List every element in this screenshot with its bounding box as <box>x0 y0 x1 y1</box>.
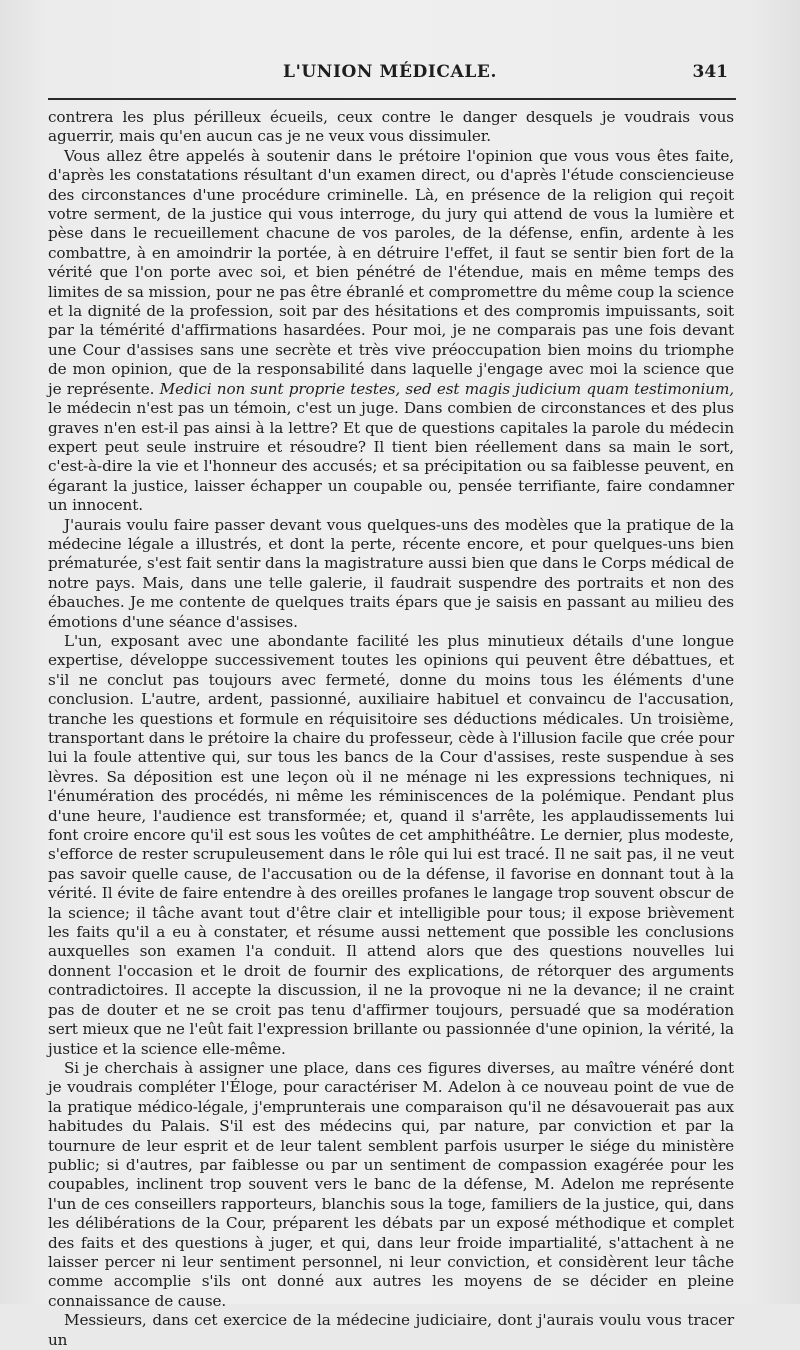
paragraph-3: J'aurais voulu faire passer devant vous quelques-uns des modèles que la pratique de la médecine légale a illustrés, et dont la perte, récente encore, et pour quelques-uns bien prématurée, s'est fait sentir dans la magistrature aussi bien que dans le Corps médical de notre pays. Mais, dans une telle galerie, il faudrait suspendre des portraits et non des ébauches. Je me contente de quelques traits épars que je saisis en passant au milieu des émotions d'une séance d'assises. <box>48 515 734 631</box>
paragraph-5: Si je cherchais à assigner une place, dans ces figures diverses, au maître vénéré dont je voudrais compléter l'Éloge, pour caractériser M. Adelon à ce nouveau point de vue de la pratique médico-légale, j'emprunterais une comparaison qu'il ne désavouerait pas aux habitudes du Palais. S'il est des médecins qui, par nature, par conviction et par la tournure de leur esprit et de leur talent semblent parfois usurper le siége du ministère public; si d'autres, par faiblesse ou par un sentiment de compassion exagérée pour les coupables, inclinent trop souvent vers le banc de la défense, M. Adelon me représente l'un de ces conseillers rapporteurs, blanchis sous la toge, familiers de la justice, qui, dans les délibérations de la Cour, préparent les débats par un exposé méthodique et complet des faits et des questions à juger, et qui, dans leur froide impartialité, s'attachent à ne laisser percer ni leur sentiment personnel, ni leur conviction, et considèrent leur tâche comme accomplie s'ils ont donné aux autres les moyens de se décider en pleine connaissance de cause. <box>48 1058 734 1310</box>
latin-quotation: Medici non sunt proprie testes, sed est magis judicium quam testimonium, <box>159 379 734 398</box>
running-title: L'UNION MÉDICALE. <box>283 62 497 82</box>
page-header <box>48 62 732 92</box>
paragraph-6: Messieurs, dans cet exercice de la médecine judiciaire, dont j'aurais voulu vous tracer un <box>48 1311 734 1349</box>
page-number: 341 <box>692 62 728 82</box>
paragraph-4: L'un, exposant avec une abondante facilité les plus minutieux détails d'une longue expertise, développe successivement toutes les opinions qui peuvent être débattues, et s'il ne conclut pas toujours avec fermeté, donne du moins tous les éléments d'une conclusion. L'autre, ardent, passionné, auxiliaire habituel et convaincu de l'accusation, tranche les questions et formule en réquisitoire ses déductions médicales. Un troisième, transportant dans le prétoire la chaire du professeur, cède à l'illusion facile que crée pour lui la foule attentive qui, sur tous les bancs de la Cour d'assises, reste suspendue à ses lèvres. Sa déposition est une leçon où il ne ménage ni les expressions techniques, ni l'énumération des procédés, ni même les réminiscences de la polémique. Pendant plus d'une heure, l'audience est transformée; et, quand il s'arrête, les applaudissements lui font croire encore qu'il est sous les voûtes de cet amphithéâtre. Le dernier, plus modeste, s'efforce de rester scrupuleusement dans le rôle qui lui est tracé. Il ne sait pas, il ne veut pas savoir quelle cause, de l'accusation ou de la défense, il favorise en donnant tout à la vérité. Il évite de faire entendre à des oreilles profanes le langage trop souvent obscur de la science; il tâche avant tout d'être clair et intelligible pour tous; il expose brièvement les faits qu'il a eu à constater, et résume aussi nettement que possible les conclusions auxquelles son examen l'a conduit. Il attend alors que des questions nouvelles lui donnent l'occasion et le droit de fournir des explications, de rétorquer des arguments contradictoires. Il accepte la discussion, il ne la provoque ni ne la devance; il ne craint pas de douter et ne se croit pas tenu d'affirmer toujours, persuadé que sa modération sert mieux que ne l'eût fait l'expression brillante ou passionnée d'une opinion, la vérité, la justice et la science elle-même. <box>48 631 734 1058</box>
paragraph-2-text-b: le médecin n'est pas un témoin, c'est un juge. Dans combien de circonstances et des plus graves n'en est-il pas ainsi à la lettre? Et que de questions capitales la parole du médecin expert peut seule instruire et résoudre? Il tient bien réellement dans sa main le sort, c'est-à-dire la vie et l'honneur des accusés; et sa précipitation ou sa faiblesse peuvent, en égarant la justice, laisser échapper un coupable ou, pensée terrifiante, faire condamner un innocent. <box>48 399 734 515</box>
paragraph-2-text-a: Vous allez être appelés à soutenir dans le prétoire l'opinion que vous vous êtes faite, d'après les constatations résultant d'un examen direct, ou d'après l'étude consciencieuse des circonstances d'une procédure criminelle. Là, en présence de la religion qui reçoit votre serment, de la justice qui vous interroge, du jury qui attend de vous la lumière et pèse dans le recueillement chacune de vos paroles, de la défense, enfin, ardente à les combattre, à en amoindrir la portée, à en détruire l'effet, il faut se sentir bien fort de la vérité que l'on porte avec soi, et bien pénétré de l'étendue, mais en même temps des limites de sa mission, pour ne pas être ébranlé et compromettre du même coup la science et la dignité de la profession, soit par des hésitations et des compromis impuissants, soit par la témérité d'affirmations hasardées. Pour moi, je ne comparais pas une fois devant une Cour d'assises sans une secrète et très vive préoccupation bien moins du triomphe de mon opinion, que de la responsabilité dans laquelle j'engage avec moi la science que je représente. <box>48 146 734 398</box>
paragraph-2 <box>48 147 734 516</box>
body-text <box>48 108 734 1350</box>
header-rule <box>48 98 736 100</box>
paragraph-1: contrera les plus périlleux écueils, ceux contre le danger desquels je voudrais vous aguerrir, mais qu'en aucun cas je ne veux vous dissimuler. <box>48 108 734 146</box>
